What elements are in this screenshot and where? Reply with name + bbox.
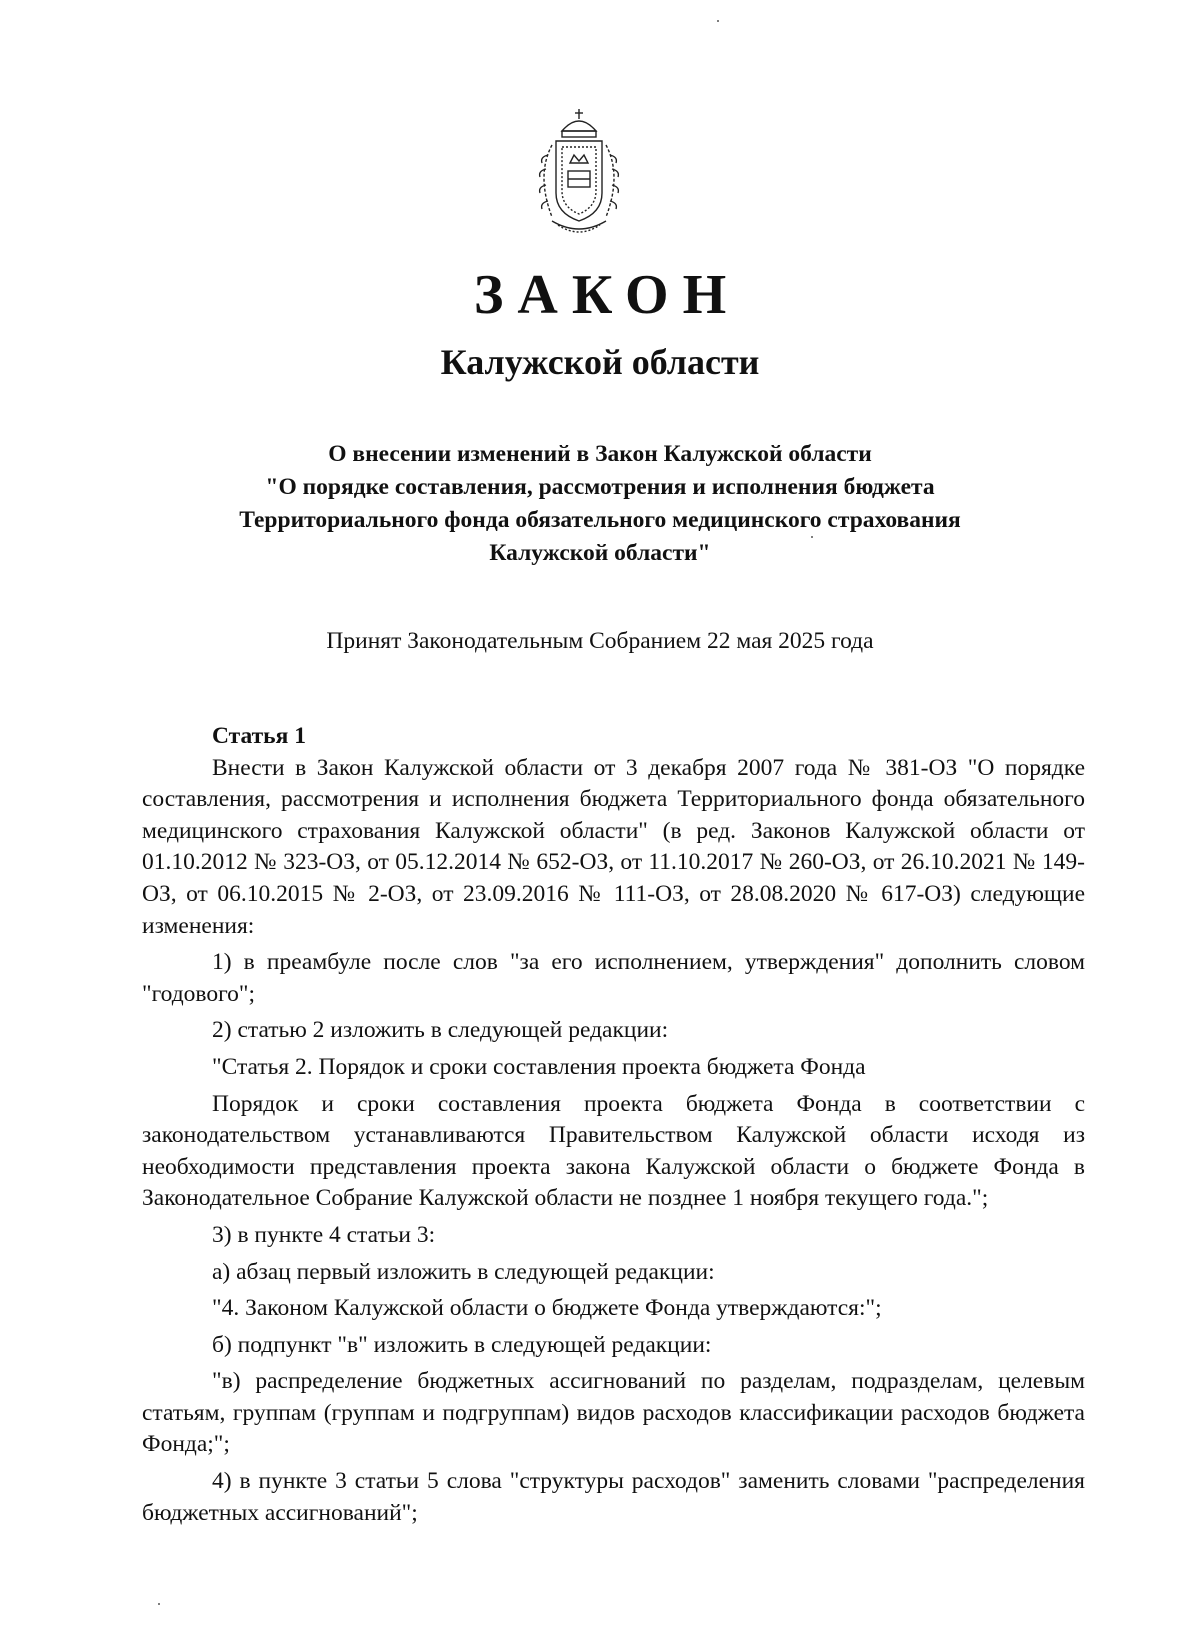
article-paragraph: "Статья 2. Порядок и сроки составления проекта бюджета Фонда xyxy=(212,1053,866,1080)
law-name-line: О внесении изменений в Закон Калужской области xyxy=(328,441,872,467)
law-name-line: Территориального фонда обязательного медицинского страхования xyxy=(239,507,961,533)
law-name-line: "О порядке составления, рассмотрения и исполнения бюджета xyxy=(265,474,935,500)
article-paragraph: 3) в пункте 4 статьи 3: xyxy=(212,1221,436,1248)
scan-speck xyxy=(158,1603,160,1605)
article-paragraph: "в) распределение бюджетных ассигнований по разделам, подразделам, целевым статьям, группам (группам и подгруппам) видов расходов классификации расходов бюджета Фонда;"; xyxy=(142,1368,1085,1458)
article-paragraph: б) подпункт "в" изложить в следующей редакции: xyxy=(212,1331,712,1358)
article-heading: Статья 1 xyxy=(212,723,306,749)
article-paragraph: "4. Законом Калужской области о бюджете Фонда утверждаются:"; xyxy=(212,1295,882,1322)
article-paragraph: 4) в пункте 3 статьи 5 слова "структуры расходов" заменить словами "распределения бюджетных ассигнований"; xyxy=(142,1468,1085,1526)
article-body xyxy=(142,721,1085,1529)
article-paragraph: а) абзац первый изложить в следующей редакции: xyxy=(212,1258,715,1285)
article-paragraph: Внести в Закон Калужской области от 3 декабря 2007 года № 381-ОЗ "О порядке составления, рассмотрения и исполнения бюджета Территориального фонда обязательного медицинского страхования Калужской области" (в ред. Законов Калужской области от 01.10.2012 № 323-ОЗ, от 05.12.2014 № 652-ОЗ, от 11.10.2017 № 260-ОЗ, от 26.10.2021 № 149-ОЗ, от 06.10.2015 № 2-ОЗ, от 23.09.2016 № 111-ОЗ, от 28.08.2020 № 617-ОЗ) следующие изменения: xyxy=(142,754,1085,939)
document-title: ЗАКОН xyxy=(473,264,741,326)
article-paragraph: 1) в преамбуле после слов "за его исполнением, утверждения" дополнить словом "годового"; xyxy=(142,949,1085,1007)
scan-speck xyxy=(717,20,719,22)
document-subtitle: Калужской области xyxy=(440,342,760,382)
scan-speck xyxy=(811,536,813,538)
article-paragraph: Порядок и сроки составления проекта бюджета Фонда в соответствии с законодательством устанавливаются Правительством Калужской области исходя из необходимости представления проекта закона Калужской области о бюджете Фонда в Законодательное Собрание Калужской области не позднее 1 ноября текущего года."; xyxy=(142,1090,1085,1212)
law-name-line: Калужской области" xyxy=(489,540,711,566)
coat-of-arms-emblem xyxy=(522,105,636,241)
article-paragraph: 2) статью 2 изложить в следующей редакции: xyxy=(212,1017,669,1044)
adoption-line: Принят Законодательным Собранием 22 мая 2025 года xyxy=(326,628,874,654)
law-name-block xyxy=(120,438,1080,570)
